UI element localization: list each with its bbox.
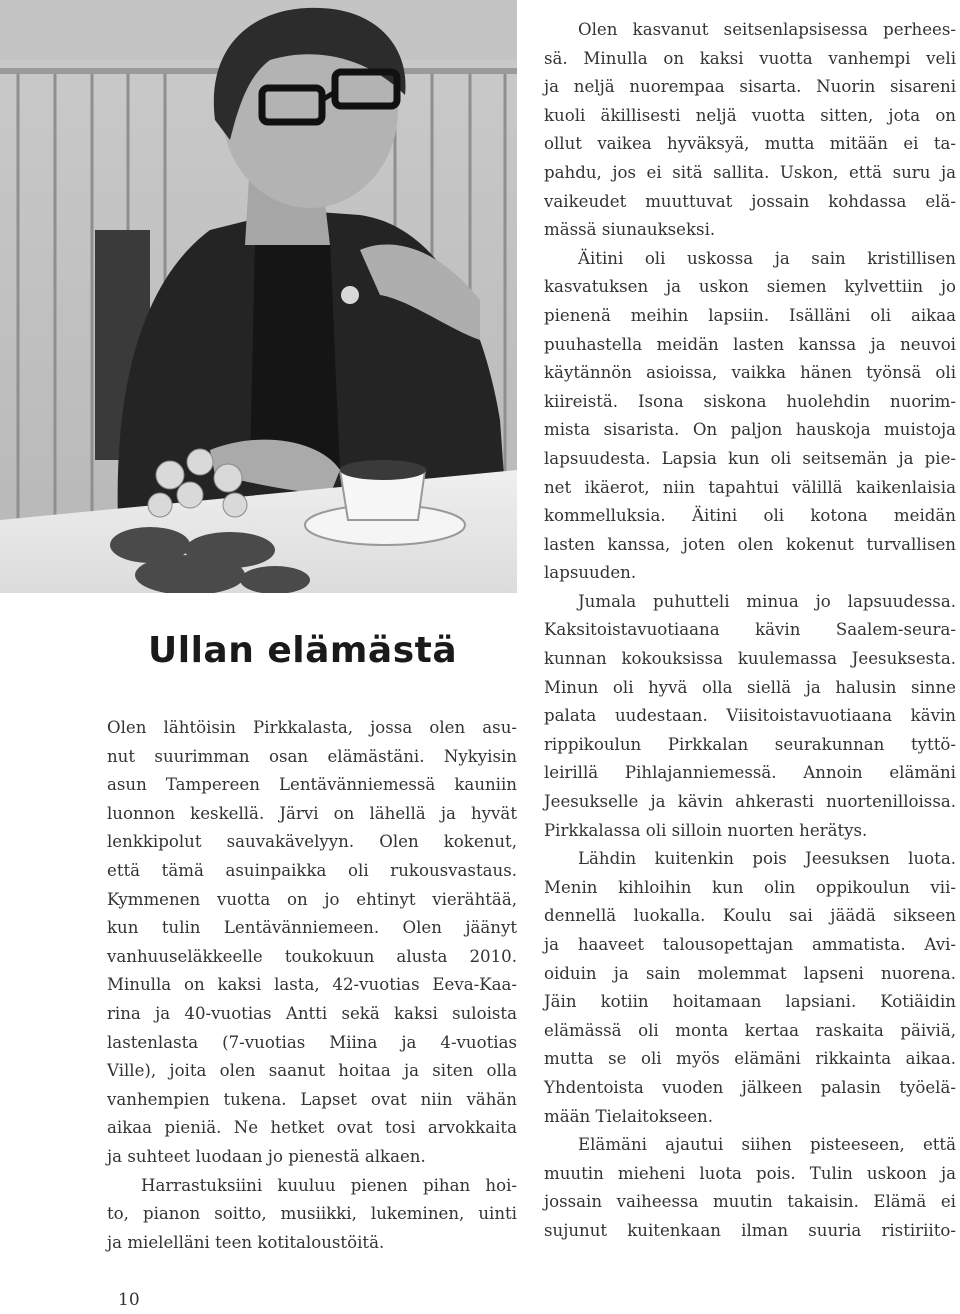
text-line: net ikäerot, niin tapahtui välillä kaikenlaisia	[544, 477, 956, 497]
page-number: 10	[118, 1290, 140, 1310]
text-line: rina ja 40-vuotias Antti sekä kaksi suloista	[107, 1003, 517, 1023]
text-line: pienenä meihin lapsiin. Isälläni oli aikaa	[544, 305, 956, 325]
text-line: ja mielelläni teen kotitaloustöitä.	[107, 1232, 385, 1252]
text-line: kuoli äkillisesti neljä vuotta sitten, jota on	[544, 105, 956, 125]
portrait-photo	[0, 0, 517, 593]
text-line: rippikoulun Pirkkalan seurakunnan tyttö-	[544, 734, 956, 754]
text-line: Äitini oli uskossa ja sain kristillisen	[578, 248, 956, 268]
text-line: Yhdentoista vuoden jälkeen palasin työelä-	[544, 1077, 956, 1097]
text-line: käytännön asioissa, vaikka hänen työnsä oli	[544, 363, 956, 383]
article-title: Ullan elämästä	[148, 630, 458, 671]
text-line: Jeesukselle ja kävin ahkerasti nuortenilloissa.	[544, 792, 956, 812]
text-line: oiduin ja sain molemmat lapseni nuorena.	[544, 963, 956, 983]
text-line: Harrastuksiini kuuluu pienen pihan hoi-	[141, 1175, 517, 1195]
text-line: muutin mieheni luota pois. Tulin uskoon ja	[544, 1163, 956, 1183]
right-column	[544, 16, 956, 1246]
text-line: mään Tielaitokseen.	[544, 1106, 714, 1126]
text-line: leirillä Pihlajanniemessä. Annoin elämäni	[544, 763, 956, 783]
text-line: Ville), joita olen saanut hoitaa ja siten olla	[107, 1061, 517, 1081]
text-line: dennellä luokalla. Koulu sai jäädä sikseen	[544, 906, 956, 926]
text-line: Olen kasvanut seitsenlapsisessa perhees-	[578, 20, 956, 39]
text-line: lenkkipolut sauvakävelyyn. Olen kokenut,	[107, 832, 517, 852]
text-line: lapsuuden.	[544, 563, 637, 583]
text-line: Pirkkalassa oli silloin nuorten herätys.	[544, 820, 868, 840]
text-line: elämässä oli monta kertaa raskaita päiviä,	[544, 1020, 956, 1040]
text-line: Minulla on kaksi lasta, 42-vuotias Eeva-Kaa-	[107, 975, 517, 995]
text-line: sujunut kuitenkaan ilman suuria ristiriito-	[544, 1220, 956, 1240]
text-line: vanhuuseläkkeelle toukokuun alusta 2010.	[107, 946, 517, 966]
text-line: ollut vaikea hyväksyä, mutta mitään ei ta-	[544, 134, 956, 154]
text-line: että tämä asuinpaikka oli rukousvastaus.	[107, 860, 517, 880]
text-line: Jäin kotiin hoitamaan lapsiani. Kotiäidin	[544, 992, 956, 1012]
text-line: asun Tampereen Lentävänniemessä kauniin	[107, 775, 517, 795]
text-line: Elämäni ajautui siihen pisteeseen, että	[578, 1135, 956, 1155]
text-line: aikaa pieniä. Ne hetket ovat tosi arvokkaita	[107, 1118, 517, 1138]
text-line: mista sisarista. On paljon hauskoja muistoja	[544, 420, 956, 440]
text-line: nut suurimman osan elämästäni. Nykyisin	[107, 746, 517, 766]
text-line: pahdu, jos ei sitä sallita. Uskon, että suru ja	[544, 162, 956, 182]
text-line: lastenlasta (7-vuotias Miina ja 4-vuotias	[107, 1032, 517, 1052]
text-line: sä. Minulla on kaksi vuotta vanhempi veli	[544, 48, 956, 68]
text-line: kommelluksia. Äitini oli kotona meidän	[544, 506, 956, 526]
text-line: kiireistä. Isona siskona huolehdin nuorim-	[544, 391, 956, 411]
text-line: mässä siunaukseksi.	[544, 220, 716, 240]
text-line: kasvatuksen ja uskon siemen kylvettiin jo	[544, 277, 956, 297]
text-line: luonnon keskellä. Järvi on lähellä ja hyvät	[107, 803, 517, 823]
text-line: jossain vaiheessa muutin takaisin. Elämä ei	[544, 1192, 956, 1212]
left-column	[107, 714, 517, 1257]
text-line: ja suhteet luodaan jo pienestä alkaen.	[107, 1146, 426, 1166]
text-line: Kaksitoistavuotiaana kävin Saalem-seura-	[544, 620, 956, 640]
text-line: vaikeudet muuttuvat jossain kohdassa elä-	[544, 191, 956, 211]
text-line: ja neljä nuorempaa sisarta. Nuorin sisareni	[544, 77, 956, 97]
text-line: Kymmenen vuotta on jo ehtinyt vierähtää,	[107, 889, 517, 909]
text-line: puuhastella meidän lasten kanssa ja neuvoi	[544, 334, 956, 354]
text-line: Jumala puhutteli minua jo lapsuudessa.	[578, 591, 956, 611]
text-line: kunnan kokouksissa kuulemassa Jeesuksesta.	[544, 649, 956, 669]
text-line: palata uudestaan. Viisitoistavuotiaana kävin	[544, 706, 956, 726]
text-line: to, pianon soitto, musiikki, lukeminen, uinti	[107, 1204, 517, 1224]
text-line: Minun oli hyvä olla siellä ja halusin sinne	[544, 677, 956, 697]
text-line: lapsuudesta. Lapsia kun oli seitsemän ja pie-	[544, 448, 956, 468]
text-line: Olen lähtöisin Pirkkalasta, jossa olen asu-	[107, 718, 517, 737]
text-line: Menin kihloihin kun olin oppikoulun vii-	[544, 877, 956, 897]
text-line: ja haaveet talousopettajan ammatista. Avi-	[544, 935, 956, 954]
text-line: mutta se oli myös elämäni rikkainta aikaa.	[544, 1049, 956, 1069]
text-line: lasten kanssa, joten olen kokenut turvallisen	[544, 534, 956, 554]
text-line: vanhempien tukena. Lapset ovat niin vähän	[107, 1089, 517, 1109]
text-line: Lähdin kuitenkin pois Jeesuksen luota.	[578, 849, 956, 869]
text-line: kun tulin Lentävänniemeen. Olen jäänyt	[107, 918, 517, 938]
